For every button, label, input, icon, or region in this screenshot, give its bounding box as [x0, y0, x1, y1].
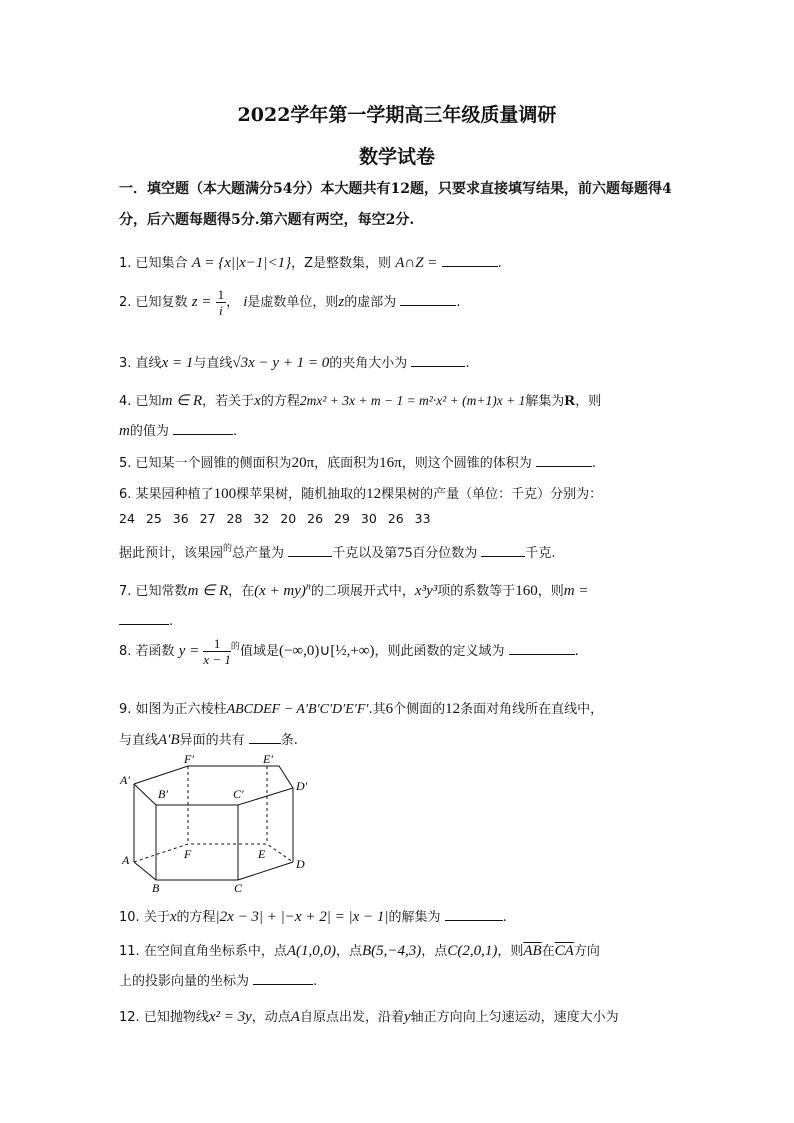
math: m ∈ R: [187, 583, 229, 599]
yield-data: 24 25 36 27 28 32 20 26 29 30 26 33: [119, 511, 431, 526]
label-A-prime: A′: [120, 773, 130, 787]
q-number: 1.: [119, 256, 132, 271]
answer-blank[interactable]: [400, 293, 456, 306]
answer-blank-1[interactable]: [288, 544, 332, 557]
question-4-line2: m的值为 .: [119, 423, 238, 439]
question-11-line2: 上的投影向量的坐标为 .: [119, 974, 318, 989]
label-E: E: [258, 847, 266, 861]
section-heading: 一．填空题（本大题满分54分）本大题共有12题，只要求直接填写结果，前六题每题得4分，后六题每题得5分.第六题有两空，每空2分.: [119, 181, 672, 228]
question-11: 11. 在空间直角坐标系中，点A(1,0,0)，点B(5,−4,3)，点C(2,0,1)，则$\overline{AB}$在$\overline{CA}$方向: [119, 943, 600, 959]
answer-blank[interactable]: [536, 454, 592, 467]
answer-blank-2[interactable]: [481, 544, 525, 557]
question-8: 8. 若函数 y = $\frac{1}{x - 1}$ $^的$值域是(−∞,0)∪[½,+∞)，则此函数的定义域为 .: [119, 636, 579, 667]
math: m =: [563, 583, 589, 599]
label-D-prime: D′: [296, 779, 308, 793]
q-number: 12.: [119, 1010, 140, 1025]
question-7-line2: .: [119, 612, 679, 629]
math: x² = 3y: [208, 1009, 252, 1025]
question-4: 4. 已知m ∈ R，若关于x的方程2mx² + 3x + m − 1 = m²·x² + (m+1)x + 1解集为R，则: [119, 393, 602, 409]
question-10: 10. 关于x的方程|2x − 3| + |−x + 2| = |x − 1|的解集为 .: [119, 909, 507, 925]
math: B(5,−4,3): [362, 943, 422, 959]
label-B-prime: B′: [158, 787, 168, 801]
hexagonal-prism-figure: [116, 752, 316, 894]
vector-AB: $\overline{AB}$: [523, 943, 542, 959]
question-9-line2: 与直线A′B异面的共有 条.: [119, 732, 298, 748]
answer-blank[interactable]: [173, 422, 233, 435]
question-6: 6. 某果园种植了100棵苹果树，随机抽取的12棵果树的产量（单位：千克）分别为：: [119, 486, 603, 502]
fraction: $\frac{1}{x - 1}$: [203, 636, 231, 667]
question-1: 1. 已知集合 A = {x||x−1|<1}，Z是整数集，则 A∩Z = .: [119, 255, 502, 271]
question-6-line3: 据此预计，该果园$^的$总产量为 千克以及第75百分位数为 千克.: [119, 544, 556, 561]
exam-subtitle: 数学试卷: [358, 146, 435, 168]
label-C: C: [234, 881, 243, 894]
q-number: 6.: [119, 487, 132, 502]
answer-blank[interactable]: [442, 254, 498, 267]
math: A = {x||x−1|<1}: [191, 255, 292, 271]
q-number: 5.: [119, 456, 132, 471]
q-number: 11.: [119, 944, 140, 959]
q-number: 3.: [119, 356, 132, 371]
math: x³y³: [414, 583, 438, 599]
math: ABCDEF − A′B′C′D′E′F′: [226, 702, 369, 717]
math: 2mx² + 3x + m − 1 = m²·x² + (m+1)x + 1: [299, 393, 526, 408]
math: A∩Z =: [395, 255, 438, 271]
label-B: B: [152, 881, 160, 894]
math: |2x − 3| + |−x + 2| = |x − 1|: [215, 909, 389, 925]
question-12: 12. 已知抛物线x² = 3y，动点A自原点出发，沿着y轴正方向向上匀速运动，速度大小为: [119, 1009, 619, 1025]
question-2: 2. 已知复数 z = $\frac{1}{i}$ ， i是虚数单位，则z的虚部为 .: [119, 287, 461, 318]
q-number: 4.: [119, 394, 132, 409]
math: x = 1: [161, 355, 194, 371]
math: 16π: [379, 455, 402, 471]
math: 20π: [291, 455, 315, 471]
q-number: 9.: [119, 702, 132, 717]
fraction: $\frac{1}{i}$: [217, 287, 225, 318]
q-number: 10.: [119, 910, 140, 925]
math: A(1,0,0): [286, 943, 336, 959]
math: √3x − y + 1 = 0: [232, 355, 330, 371]
label-A: A: [122, 853, 130, 867]
math: z =: [191, 294, 212, 310]
math: (−∞,0)∪[½,+∞): [278, 643, 375, 659]
label-E-prime: E′: [263, 752, 273, 766]
q-number: 8.: [119, 644, 132, 659]
answer-blank[interactable]: [119, 612, 169, 625]
answer-blank[interactable]: [445, 908, 503, 921]
answer-blank[interactable]: [411, 354, 465, 367]
exam-title: 2022学年第一学期高三年级质量调研: [237, 104, 557, 126]
math: C(2,0,1): [447, 943, 498, 959]
label-C-prime: C′: [233, 787, 244, 801]
answer-blank[interactable]: [249, 731, 281, 744]
vector-CA: $\overline{CA}$: [554, 943, 574, 959]
label-D: D: [296, 857, 305, 871]
math: (x + my): [254, 583, 306, 599]
question-3: 3. 直线x = 1与直线√3x − y + 1 = 0的夹角大小为 .: [119, 355, 470, 371]
question-9: 9. 如图为正六棱柱ABCDEF − A′B′C′D′E′F′.其6个侧面的12条面对角线所在直线中，: [119, 701, 604, 717]
question-5: 5. 已知某一个圆锥的侧面积为20π，底面积为16π，则这个圆锥的体积为 .: [119, 455, 597, 471]
question-7: 7. 已知常数m ∈ R，在(x + my)$^n$的二项展开式中，x³y³项的系数等于160，则m =: [119, 581, 589, 599]
q-number: 7.: [119, 584, 132, 599]
answer-blank[interactable]: [253, 972, 313, 985]
math: m ∈ R: [161, 393, 203, 409]
q-number: 2.: [119, 295, 132, 310]
label-F: F: [184, 847, 192, 861]
answer-blank[interactable]: [509, 642, 575, 655]
label-F-prime: F′: [184, 752, 194, 766]
math: A′B: [158, 732, 180, 748]
